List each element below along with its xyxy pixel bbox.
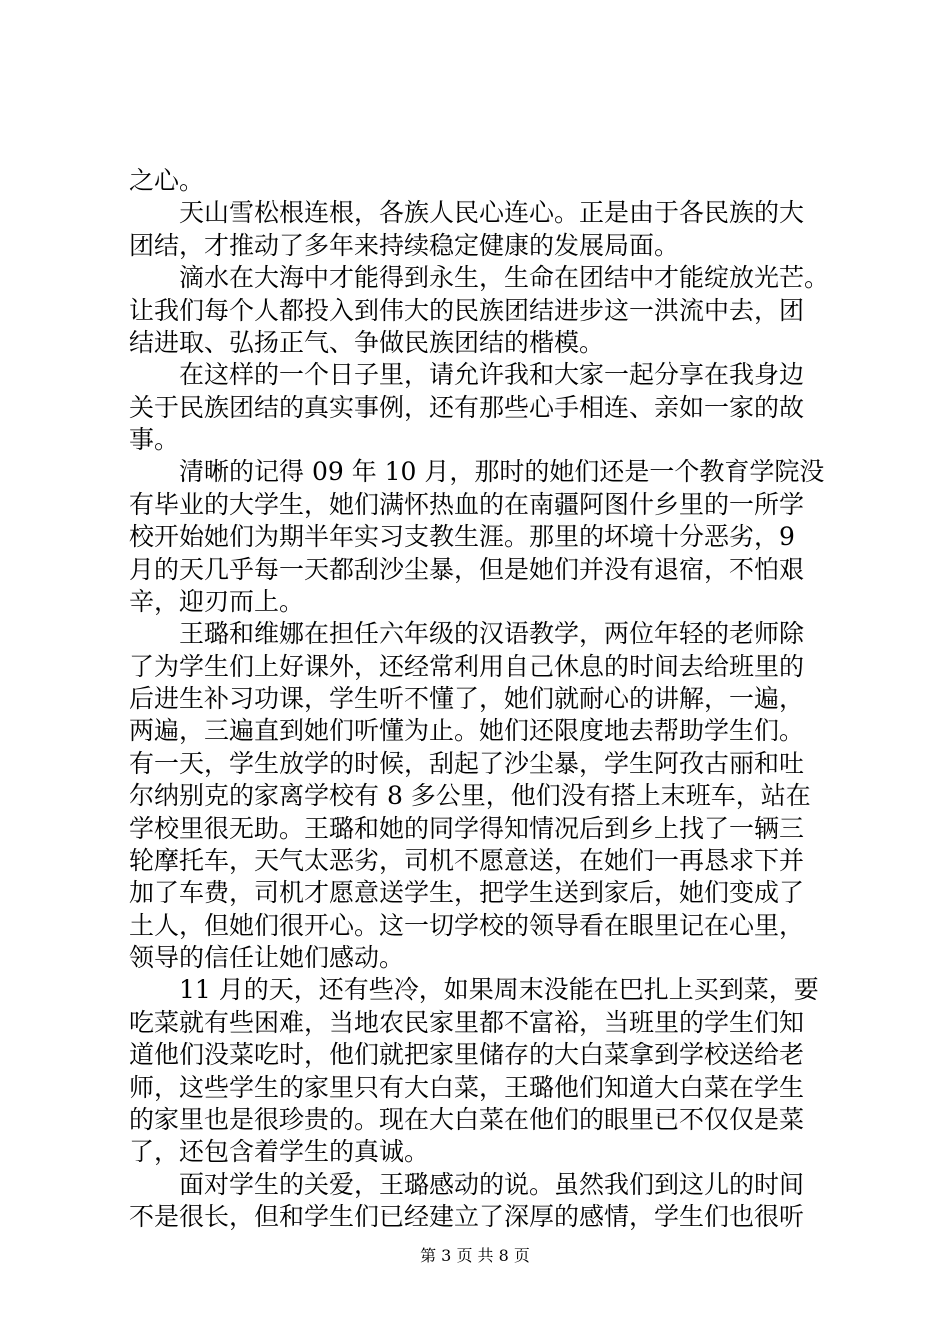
text-line: 学校里很无助。王璐和她的同学得知情况后到乡上找了一辆三 bbox=[129, 814, 805, 843]
text-line: 11 月的天，还有些冷，如果周末没能在巴扎上买到菜，要 bbox=[129, 975, 819, 1004]
text-line: 清晰的记得 09 年 10 月，那时的她们还是一个教育学院没 bbox=[129, 457, 825, 486]
text-line: 让我们每个人都投入到伟大的民族团结进步这一洪流中去，团 bbox=[129, 296, 805, 325]
text-line: 滴水在大海中才能得到永生，生命在团结中才能绽放光芒。 bbox=[129, 263, 830, 292]
text-line: 领导的信任让她们感动。 bbox=[129, 943, 405, 972]
text-line: 事。 bbox=[129, 425, 180, 454]
text-line: 两遍，三遍直到她们听懂为止。她们还限度地去帮助学生们。 bbox=[129, 716, 805, 745]
text-line: 了，还包含着学生的真诚。 bbox=[129, 1137, 430, 1166]
text-line: 有毕业的大学生，她们满怀热血的在南疆阿图什乡里的一所学 bbox=[129, 490, 805, 519]
text-line: 不是很长，但和学生们已经建立了深厚的感情，学生们也很听 bbox=[129, 1202, 805, 1231]
text-line: 土人，但她们很开心。这一切学校的领导看在眼里记在心里， bbox=[129, 911, 805, 940]
text-line: 师，这些学生的家里只有大白菜，王璐他们知道大白菜在学生 bbox=[129, 1073, 805, 1102]
text-line: 月的天几乎每一天都刮沙尘暴，但是她们并没有退宿，不怕艰 bbox=[129, 555, 805, 584]
text-line: 加了车费，司机才愿意送学生，把学生送到家后，她们变成了 bbox=[129, 878, 805, 907]
text-line: 关于民族团结的真实事例，还有那些心手相连、亲如一家的故 bbox=[129, 393, 805, 422]
text-line: 的家里也是很珍贵的。现在大白菜在他们的眼里已不仅仅是菜 bbox=[129, 1105, 805, 1134]
text-line: 后进生补习功课，学生听不懂了，她们就耐心的讲解，一遍， bbox=[129, 684, 805, 713]
text-line: 辛，迎刃而上。 bbox=[129, 587, 305, 616]
text-line: 吃菜就有些困难，当地农民家里都不富裕，当班里的学生们知 bbox=[129, 1008, 805, 1037]
text-line: 校开始她们为期半年实习支教生涯。那里的坏境十分恶劣，9 bbox=[129, 522, 795, 551]
text-line: 在这样的一个日子里，请允许我和大家一起分享在我身边 bbox=[129, 360, 805, 389]
text-line: 了为学生们上好课外，还经常利用自己休息的时间去给班里的 bbox=[129, 652, 805, 681]
text-line: 之心。 bbox=[129, 166, 205, 195]
text-line: 团结，才推动了多年来持续稳定健康的发展局面。 bbox=[129, 231, 680, 260]
text-line: 结进取、弘扬正气、争做民族团结的楷模。 bbox=[129, 328, 605, 357]
text-line: 尔纳别克的家离学校有 8 多公里，他们没有搭上末班车，站在 bbox=[129, 781, 811, 810]
text-line: 轮摩托车，天气太恶劣，司机不愿意送，在她们一再恳求下并 bbox=[129, 846, 805, 875]
text-line: 道他们没菜吃时，他们就把家里储存的大白菜拿到学校送给老 bbox=[129, 1040, 805, 1069]
text-line: 王璐和维娜在担任六年级的汉语教学，两位年轻的老师除 bbox=[129, 619, 805, 648]
text-line: 面对学生的关爱，王璐感动的说。虽然我们到这儿的时间 bbox=[129, 1170, 805, 1199]
page-footer: 第 3 页 共 8 页 bbox=[420, 1246, 530, 1265]
text-line: 有一天，学生放学的时候，刮起了沙尘暴，学生阿孜古丽和吐 bbox=[129, 749, 805, 778]
text-line: 天山雪松根连根，各族人民心连心。正是由于各民族的大 bbox=[129, 198, 805, 227]
